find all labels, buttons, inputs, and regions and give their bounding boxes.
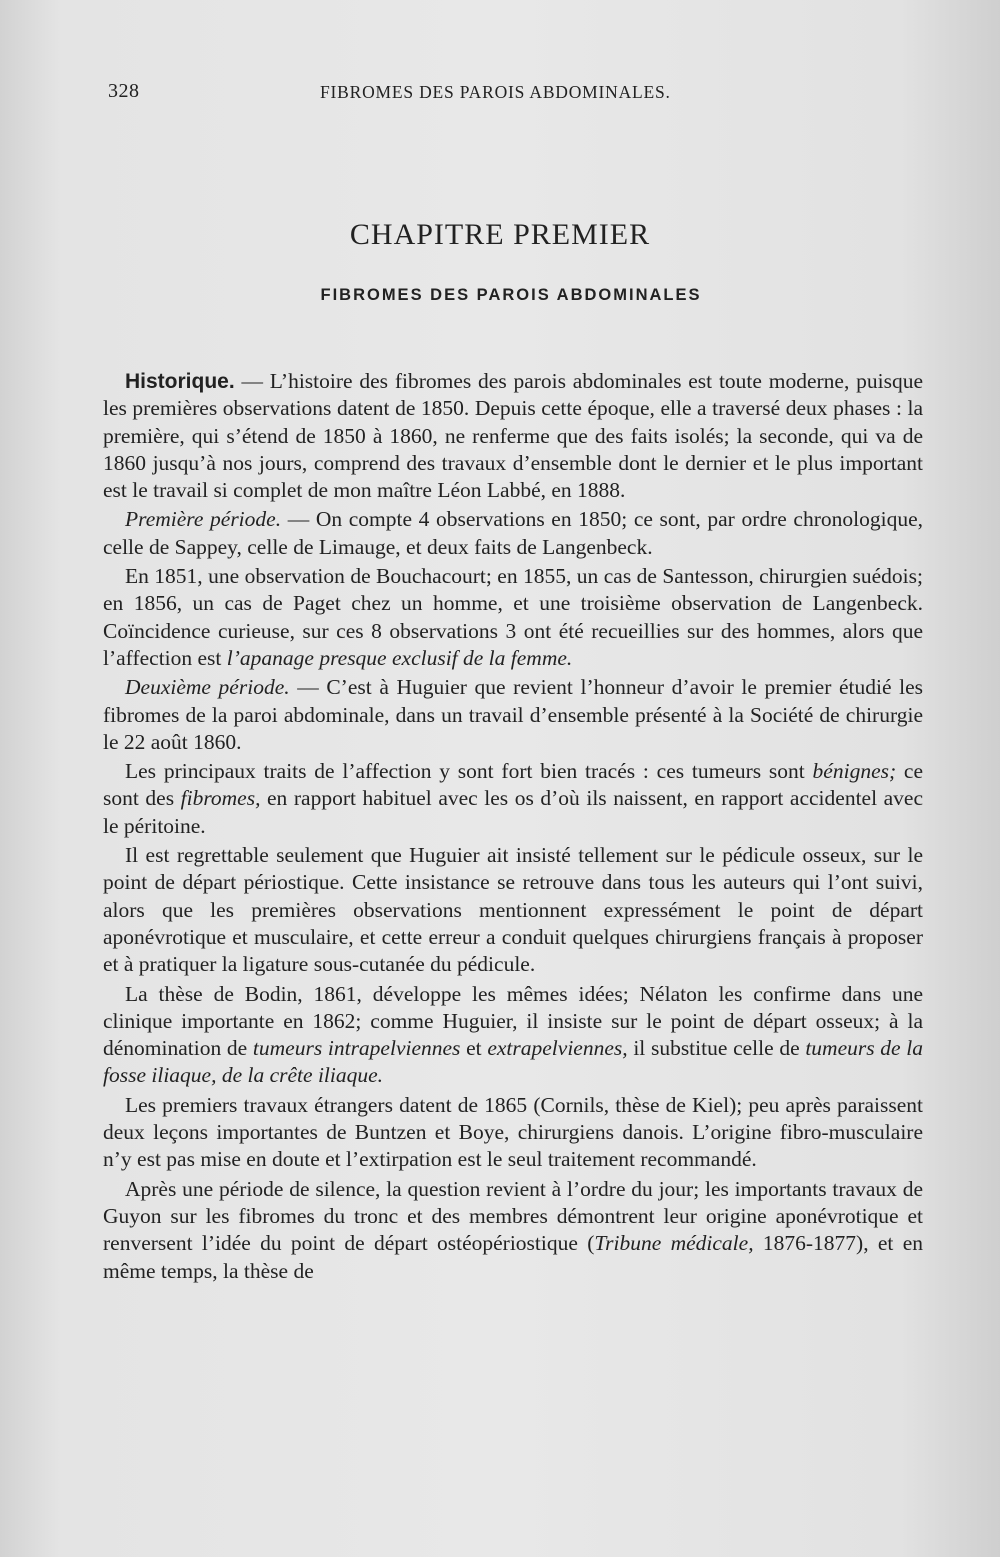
paragraph-principaux-traits — [103, 758, 923, 840]
paragraph-text: — On compte 4 observations en 1850; ce sont, par ordre chronologique, celle de Sappey, celle de Limauge, et deux faits de Langenbeck. — [103, 507, 923, 559]
paragraph-text: 1876-1877), et en même temps, la thèse de — [103, 1231, 923, 1283]
running-title: FIBROMES DES PAROIS ABDOMINALES. — [320, 82, 671, 102]
paragraph-italic: bénignes; — [812, 759, 897, 784]
paragraph-italic: Tribune médicale, — [594, 1231, 754, 1256]
paragraph-historique — [103, 368, 923, 504]
body-text — [103, 368, 923, 1287]
paragraph-italic: tumeurs intrapelviennes — [252, 1036, 461, 1061]
paragraph-text: Après une période de silence, la question revient à l’ordre du jour; les importants travaux de Guyon sur les fibromes du tronc et des membres démontrent leur origine aponévrotique et renversent l’idée du point de départ ostéopériostique ( — [103, 1176, 923, 1256]
paragraph-text: Les principaux traits de l’affection y sont fort bien tracés : ces tumeurs sont — [125, 759, 813, 784]
paragraph-lead: Historique. — [125, 370, 235, 393]
paragraph-italic: tumeurs de la fosse iliaque, de la crête iliaque. — [103, 1036, 923, 1088]
paragraph-lead: Première période. — [125, 507, 282, 532]
paragraph-deuxieme-periode — [103, 674, 923, 756]
paragraph-text: — C’est à Huguier que revient l’honneur d’avoir le premier étudié les fibromes de la paroi abdominale, dans un travail d’ensemble présenté à la Société de chirurgie le 22 août 1860. — [103, 675, 923, 754]
paragraph-text: en rapport habituel avec les os d’où ils naissent, en rapport accidentel avec le péritoine. — [103, 786, 923, 838]
paragraph-periode-silence — [103, 1176, 923, 1285]
paragraph-text: Il est regrettable seulement que Huguier ait insisté tellement sur le pédicule osseux, sur le point de départ périostique. Cette insistance se retrouve dans tous les auteurs qui l’ont suivi, alors que les premières observations mentionnent expressément le point de départ aponévrotique et musculaire, et cette erreur a conduit quelques chirurgiens français à proposer et à pratiquer la ligature sous-cutanée du pédicule. — [103, 843, 923, 977]
paragraph-text: La thèse de Bodin, 1861, développe les mêmes idées; Nélaton les confirme dans une clinique importante en 1862; comme Huguier, il insiste sur le point de départ osseux; à la dénomination de — [103, 981, 923, 1061]
paragraph-text: En 1851, une observation de Bouchacourt; en 1855, un cas de Santesson, chirurgien suédois; en 1856, un cas de Paget chez un homme, et une troisième observation de Langenbeck. Coïncidence curieuse, sur ces 8 observations 3 ont été recueillies sur des hommes, alors que l’affection est — [103, 564, 923, 670]
paragraph-text: ce sont des — [103, 759, 923, 811]
paragraph-regrettable — [103, 842, 923, 978]
paragraph-italic: extrapelviennes, — [487, 1036, 628, 1061]
paragraph-lead: Deuxième période. — [125, 675, 290, 700]
paragraph-premiere-periode — [103, 506, 923, 561]
paragraph-italic: fibromes, — [180, 786, 261, 811]
paragraph-text: et — [460, 1036, 488, 1061]
running-header — [108, 80, 920, 110]
chapter-title: CHAPITRE PREMIER — [349, 218, 651, 251]
paragraph-travaux-etrangers — [103, 1092, 923, 1174]
paragraph-italic: l’apanage presque exclusif de la femme. — [226, 645, 573, 670]
paragraph-these-bodin — [103, 981, 923, 1090]
paragraph-text: il substitue celle de — [627, 1036, 806, 1061]
paragraph-text: Les premiers travaux étrangers datent de 1865 (Cornils, thèse de Kiel); peu après paraissent deux leçons importantes de Buntzen et Boye, chirurgiens danois. L’origine fibro-musculaire n’y est pas mise en doute et l’extirpation est le seul traitement recommandé. — [103, 1092, 923, 1172]
page-number: 328 — [108, 80, 140, 102]
paragraph-1851 — [103, 563, 923, 672]
chapter-subtitle: FIBROMES DES PAROIS ABDOMINALES — [320, 286, 702, 304]
paragraph-text: — L’histoire des fibromes des parois abdominales est toute moderne, puisque les premières observations datent de 1850. Depuis cette époque, elle a traversé deux phases : la première, qui s’étend de 1850 à 1860, ne renferme que des faits isolés; la seconde, qui va de 1860 jusqu’à nos jours, comprend des travaux d’ensemble dont le dernier et le plus important est le travail si complet de mon maître Léon Labbé, en 1888. — [103, 369, 923, 503]
